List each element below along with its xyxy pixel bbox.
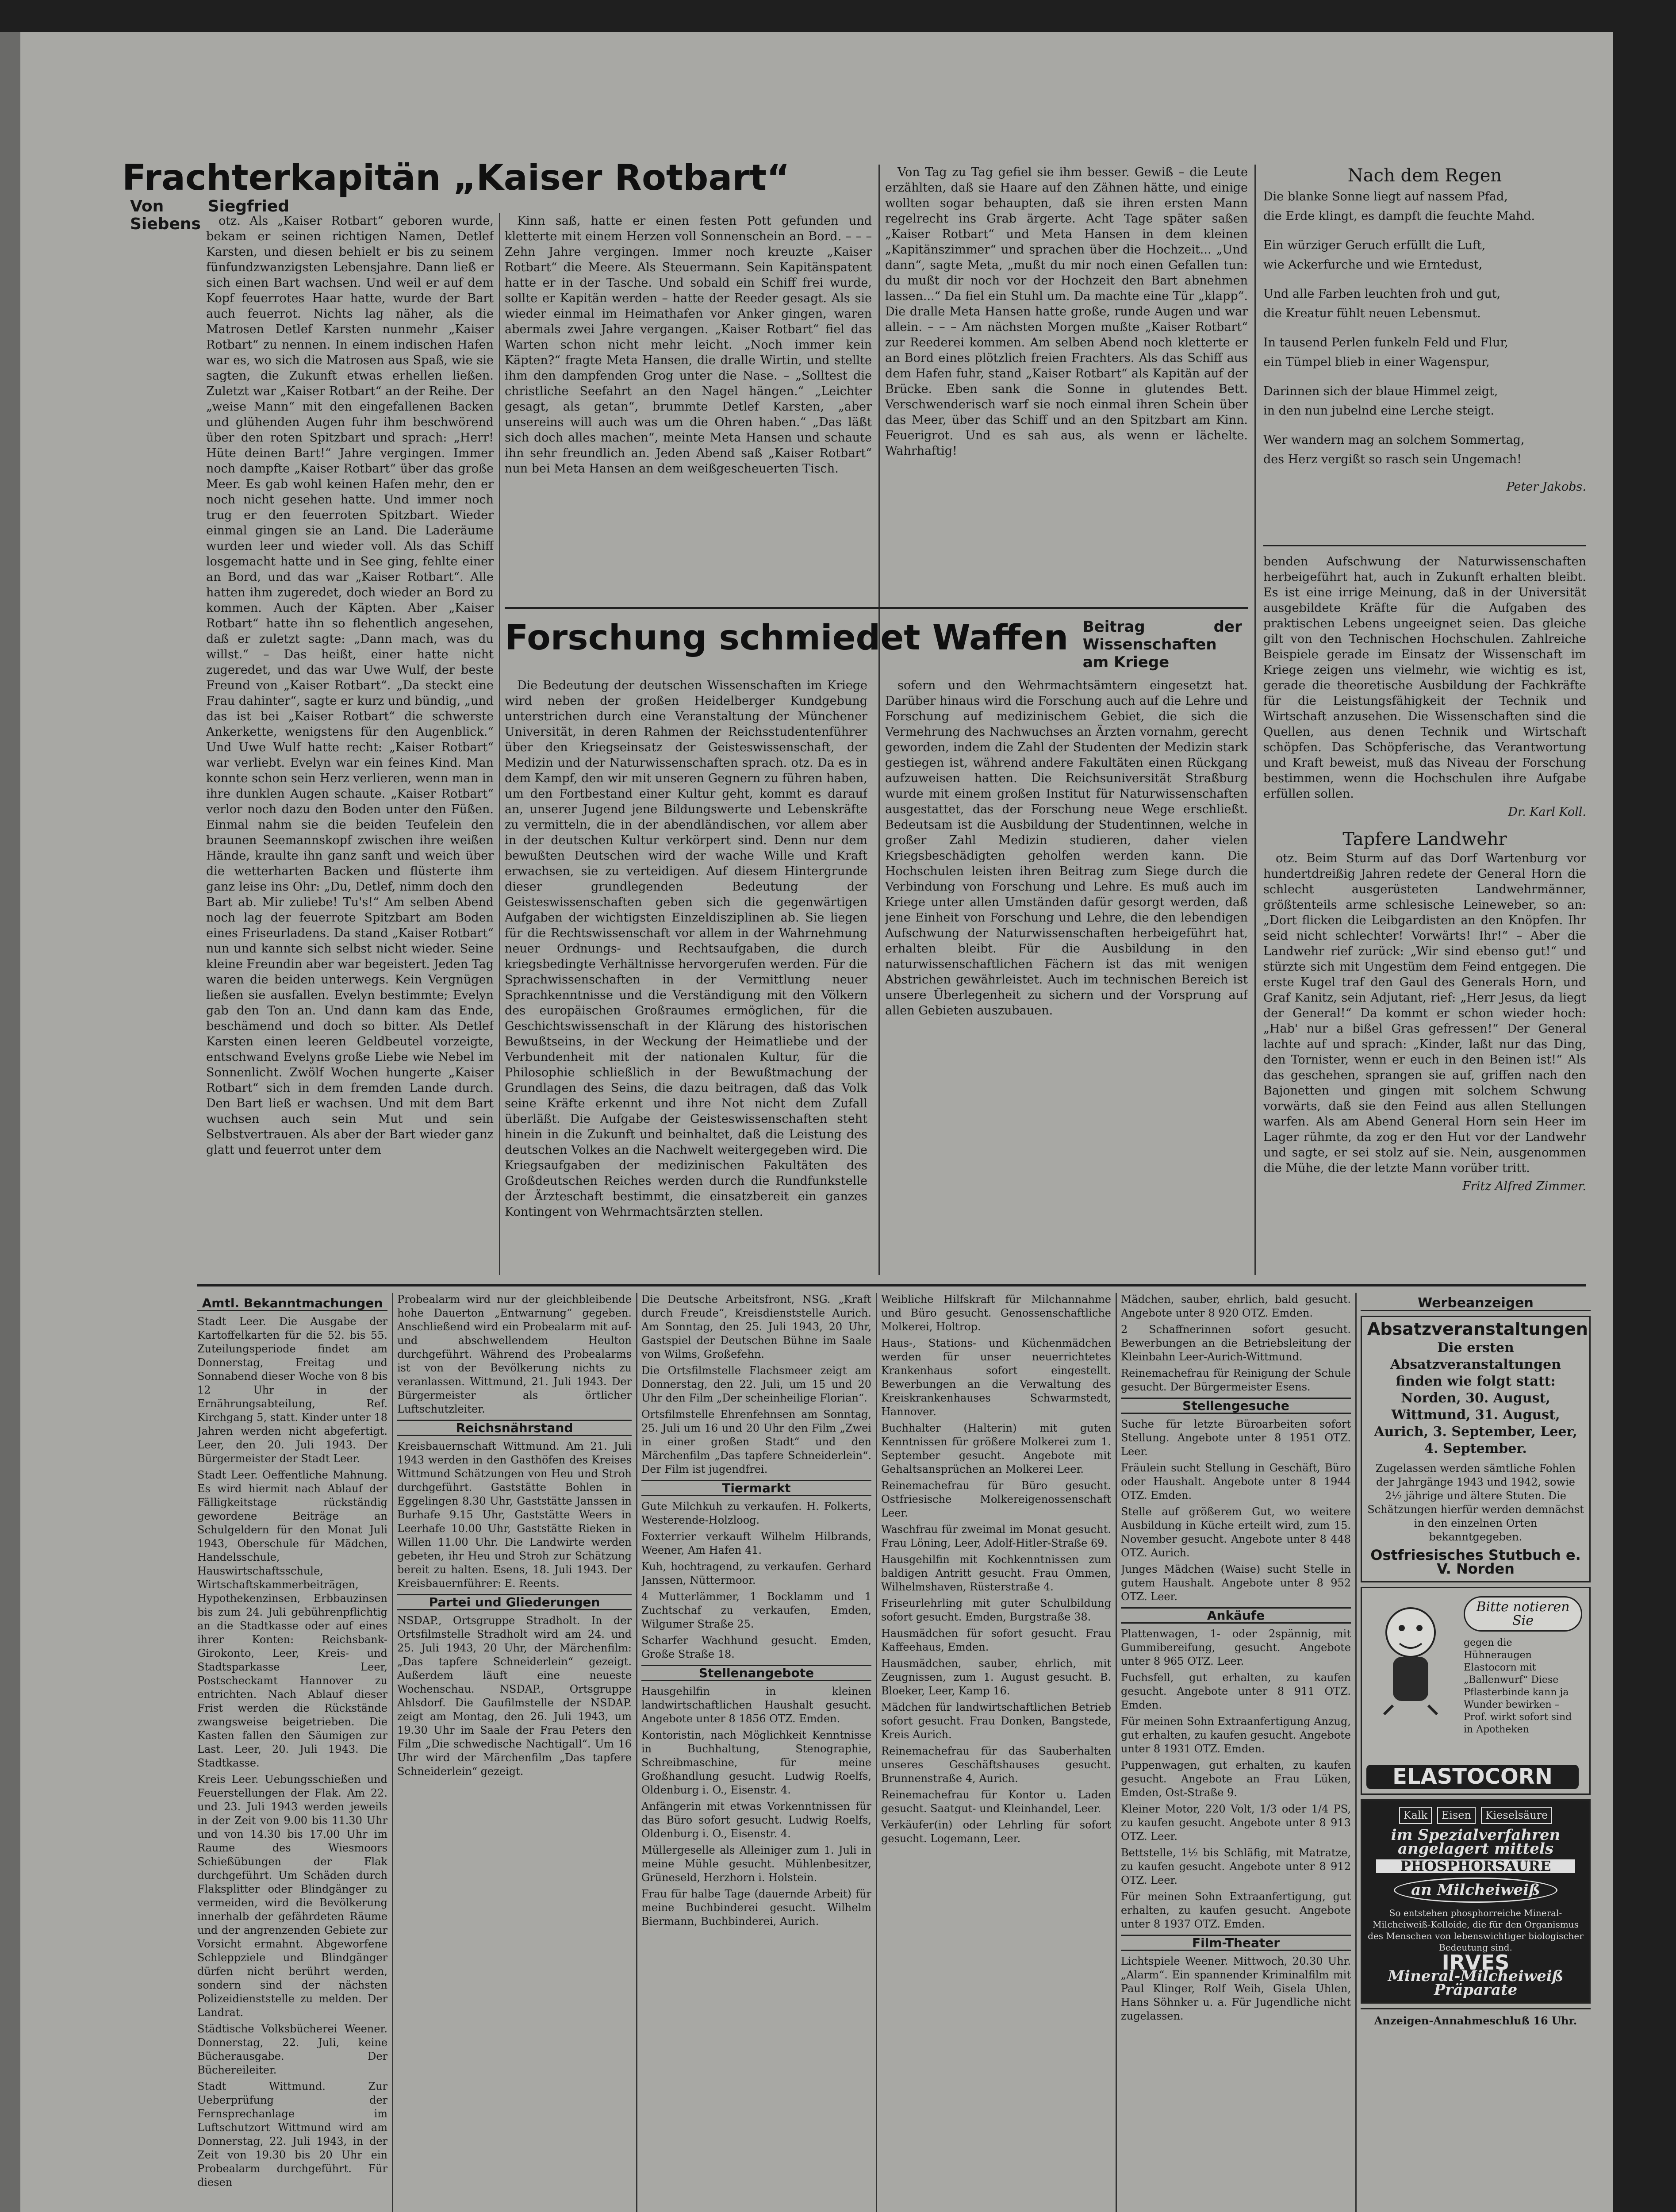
classified-ad: Plattenwagen, 1- oder 2spännig, mit Gummibereifung, gesucht. Angebote unter 8 965 OTZ. Leer. [1121, 1628, 1351, 1667]
classified-ad: Hausgehilfin mit Kochkenntnissen zum baldigen Antritt gesucht. Frau Ommen, Wilhelmshaven, Rüsterstraße 4. [881, 1553, 1111, 1593]
classified-ad: Kuh, hochtragend, zu verkaufen. Gerhard Janssen, Nüttermoor. [641, 1560, 871, 1586]
poem-line: Wer wandern mag an solchem Sommertag, [1263, 433, 1525, 447]
poem-line: Und alle Farben leuchten froh und gut, [1263, 287, 1501, 301]
classified-ad: Gute Milchkuh zu verkaufen. H. Folkerts, Westerende-Holzloog. [641, 1500, 871, 1526]
classified-ad: Verkäufer(in) oder Lehrling für sofort gesucht. Logemann, Leer. [881, 1819, 1111, 1845]
column-divider [636, 1293, 637, 2212]
column-divider [1116, 1293, 1117, 2212]
kalk-tags [1367, 1806, 1584, 1825]
absatz-note: Zugelassen werden sämtliche Fohlen der Jahrgänge 1943 und 1942, sowie 2½ jährige und ältere Stuten. Die Schätzungen hierfür werden demnächst in den einzelnen Orten bekanntgegeben. [1367, 1462, 1584, 1543]
classified-ad: Frau für halbe Tage (dauernde Arbeit) für meine Buchbinderei gesucht. Wilhelm Biermann, Buchbinderei, Aurich. [641, 1888, 871, 1928]
classified-ad: Reinemachefrau für Kontor u. Laden gesucht. Saatgut- und Kleinhandel, Leer. [881, 1789, 1111, 1815]
classified-ad: Waschfrau für zweimal im Monat gesucht. Frau Löning, Leer, Adolf-Hitler-Straße 69. [881, 1523, 1111, 1549]
classified-ad: Lichtspiele Weener. Mittwoch, 20.30 Uhr. „Alarm“. Ein spannender Kriminalfilm mit Paul Klinger, Rolf Weih, Gisela Uhlen, Hans Söhnker u. a. Für Jugendliche nicht zugelassen. [1121, 1955, 1351, 2022]
science-text-2: sofern und den Wehrmachtsämtern eingesetzt hat. Darüber hinaus wird die Forschung auch auf die Lehre und Forschung auf medizinischem Gebiet, die sich die Vermehrung des Nachwuchses an Ärzten vornahm, gerecht geworden, indem die Zahl der Studenten der Medizin stark gestiegen ist, während andere Fakultäten einen Rückgang aufzuweisen hatten. Die Reichsuniversität Straßburg wurde mit einem großen Institut für Naturwissenschaften ausgestattet, das der Forschung neue Wege erschließt. Bedeutsam ist die Ausbildung der Studentinnen, welche in großer Zahl Medizin studieren, daher vielen Kriegsbeschädigten geholfen werden kann. Die Hochschulen leisten ihren Beitrag zum Siege durch die Verbindung von Forschung und Lehre. Es muß auch im Kriege unter allen Umständen dafür gesorgt werden, daß jene Einheit von Forschung und Lehre, die den lebendigen Aufschwung der Naturwissenschaften herbeigeführt hat, erhalten bleibt. Für die Ausbildung in den naturwissenschaftlichen Fächern ist das mit wenigen Abstrichen gewährleistet. Auch im technischen Bereich ist unsere Überlegenheit zu sichern und der Vorsprung auf allen Gebieten auszubauen. [885, 679, 1248, 1018]
classified-ad: Hausmädchen für sofort gesucht. Frau Kaffeehaus, Emden. [881, 1627, 1111, 1653]
science-text-1: Die Bedeutung der deutschen Wissenschaften im Kriege wird neben der großen Heidelberger Kundgebung unterstrichen durch eine Veranstaltung der Münchener Universität, in deren Rahmen der Reichsstudentenführer über den Kriegseinsatz der Geisteswissenschaft, der Medizin und der Naturwissenschaften sprach. otz. Da es in dem Kampf, den wir mit unseren Gegnern zu führen haben, um den Fortbestand einer Kultur geht, kommt es darauf an, unserer Jugend jene Bildungswerte und Lebenskräfte zu vermitteln, die in der abendländischen, vor allem aber in der deutschen Kultur verkörpert sind. Denn nur dem bewußten Deutschen wird der wache Wille und Kraft erwachsen, sie zu verteidigen. Auf diesem Hintergrunde dieser grundlegenden Bedeutung der Geisteswissenschaften geben sich die gegenwärtigen Aufgaben der wichtigsten Einzeldisziplinen ab. Sie liegen für die Rechtswissenschaft vor allem in der Wahrnehmung neuer Ordnungs- und Rechtsaufgaben, die durch kriegsbedingte Verhältnisse hervorgerufen werden. Für die Sprachwissenschaften in der Vermittlung neuer Sprachkenntnisse und die Verständigung mit den Völkern des europäischen Großraumes ermöglichen, für die Geschichtswissenschaft in der Klärung des historischen Bewußtseins, in der Weckung der Heimatliebe und der Verbundenheit mit der nationalen Kultur, für die Philosophie schließlich in der Bewußtmachung der Grundlagen des Seins, die dazu beitragen, daß das Volk seine Kräfte erkennt und ihre Not nicht dem Zufall überläßt. Die Aufgabe der Geisteswissenschaften steht hinein in die Zukunft und beinhaltet, daß die Leistung des deutschen Volkes an die Nachwelt weitergegeben wird. Die Kriegsaufgaben der medizinischen Fakultäten des Großdeutschen Reiches werden durch die Rundfunkstelle der Ärzteschaft bestimmt, die einsatzbereit ein ganzes Kontingent von Wehrmachtsärzten stellen. [505, 679, 867, 1219]
notice: Stadt Leer. Die Ausgabe der Kartoffelkarten für die 52. bis 55. Zuteilungsperiode findet am Donnerstag, Freitag und Sonnabend dieser Woche von 8 bis 12 Uhr in der Ernährungsabteilung, Ref. Kirchgang 5, statt. Kinder unter 18 Jahren werden nicht abgefertigt. Leer, den 20. Juli 1943. Der Bürgermeister der Stadt Leer. [197, 1315, 387, 1465]
tag-kiesel: Kieselsäure [1481, 1807, 1553, 1824]
classified-ad: Scharfer Wachhund gesucht. Emden, Große Straße 18. [641, 1634, 871, 1660]
absatz-title: Absatzveranstaltungen [1367, 1319, 1588, 1339]
classified-ad: Ortsfilmstelle Ehrenfehnsen am Sonntag, 25. Juli um 16 und 20 Uhr den Film „Zwei in einer großen Stadt“ und den Märchenfilm „Das tapfere Schneiderlein“. Der Film ist jugendfrei. [641, 1408, 871, 1475]
science-subtitle: Beitrag der Wissenschaften am Kriege [1082, 618, 1242, 671]
elasto-brand: ELASTOCORN [1366, 1765, 1579, 1789]
classified-ad: Die Ortsfilmstelle Flachsmeer zeigt am Donnerstag, den 22. Juli, um 15 und 20 Uhr den Film „Der scheinheilige Florian“. [641, 1364, 871, 1404]
notice: Probealarm wird nur der gleichbleibende hohe Dauerton „Entwarnung“ gegeben. Anschließend wird ein Probealarm mit auf- und abschwellendem Heulton durchgeführt. Während des Probealarms ist von der Bevölkerung nichts zu veranlassen. Wittmund, 21. Juli 1943. Der Bürgermeister als örtlicher Luftschutzleiter. [397, 1293, 632, 1415]
ads-col-2 [397, 1293, 632, 2212]
story-col-3 [885, 165, 1248, 603]
poem-line: Die blanke Sonne liegt auf nassem Pfad, [1263, 190, 1508, 204]
classified-ad: Reinemachefrau für Reinigung der Schule gesucht. Der Bürgermeister Esens. [1121, 1367, 1351, 1393]
tag-kalk: Kalk [1399, 1807, 1432, 1824]
classified-ad: Friseurlehrling mit guter Schulbildung sofort gesucht. Emden, Burgstraße 38. [881, 1597, 1111, 1623]
section-rule [505, 607, 1248, 609]
bitte-bubble: Bitte notieren Sie [1464, 1596, 1582, 1632]
classified-ad: Junges Mädchen (Waise) sucht Stelle in gutem Haushalt. Angebote unter 8 952 OTZ. Leer. [1121, 1563, 1351, 1603]
film-header: Film-Theater [1121, 1935, 1351, 1951]
poem-lines [1263, 187, 1586, 469]
classified-ad: Mädchen, sauber, ehrlich, bald gesucht. Angebote unter 8 920 OTZ. Emden. [1121, 1293, 1351, 1319]
stellen-header: Stellenangebote [641, 1665, 871, 1681]
column-divider [1254, 165, 1256, 1275]
classified-ad: Fräulein sucht Stellung in Geschäft, Büro oder Haushalt. Angebote unter 8 1944 OTZ. Emden. [1121, 1462, 1351, 1502]
poem [1263, 165, 1586, 495]
science-col-1 [505, 678, 867, 1275]
poem-author: Peter Jakobs. [1506, 480, 1586, 494]
science-continued [1263, 554, 1586, 819]
classified-ad: Kontoristin, nach Möglichkeit Kenntnisse in Buchhaltung, Stenographie, Schreibmaschine, für meine Großhandlung gesucht. Ludwig Roelfs, Oldenburg i. O., Eisenstr. 4. [641, 1729, 871, 1796]
ankaeufe-header: Ankäufe [1121, 1607, 1351, 1624]
absatz-text: Die ersten Absatzveranstaltungen finden wie folgt statt: Norden, 30. August, Wittmund, 31. August, Aurich, 3. September, Leer, 4. September. [1374, 1340, 1577, 1456]
elastocorn-ad [1361, 1587, 1591, 1795]
kalk-line1: im Spezialverfahren [1391, 1826, 1561, 1844]
section-rule [1263, 545, 1586, 546]
poem-line: die Kreatur fühlt neuen Lebensmut. [1263, 307, 1481, 320]
classified-ad: 4 Mutterlämmer, 1 Bocklamm und 1 Zuchtschaf zu verkaufen, Emden, Wilgumer Straße 25. [641, 1590, 871, 1630]
kalk-line2: angelagert mittels [1398, 1840, 1553, 1858]
mascot-figure [1366, 1601, 1455, 1717]
bekannt-header: Amtl. Bekanntmachungen [197, 1296, 387, 1311]
ads-col-4 [881, 1293, 1111, 2212]
newspaper-page [20, 32, 1613, 2212]
classified-ad: Mädchen für landwirtschaftlichen Betrieb sofort gesucht. Frau Donken, Bangstede, Kreis Aurich. [881, 1701, 1111, 1741]
classified-ad: Reinemachefrau für das Sauberhalten unseres Geschäftshauses gesucht. Brunnenstraße 4, Aurich. [881, 1745, 1111, 1785]
poem-line: des Herz vergißt so rasch sein Ungemach! [1263, 453, 1522, 466]
classified-ad: Kleiner Motor, 220 Volt, 1/3 oder 1/4 PS, zu kaufen gesucht. Angebote unter 8 913 OTZ. Leer. [1121, 1803, 1351, 1843]
tiermarkt-header: Tiermarkt [641, 1480, 871, 1496]
classified-ad: Foxterrier verkauft Wilhelm Hilbrands, Weener, Am Hafen 41. [641, 1530, 871, 1556]
science-header [505, 618, 1248, 671]
irves-product: Mineral-Milcheiweiß Präparate [1388, 1967, 1564, 1999]
classified-ad: Puppenwagen, gut erhalten, zu kaufen gesucht. Angebote an Frau Lüken, Emden, Ost-Straße 9. [1121, 1759, 1351, 1799]
column-divider [392, 1293, 393, 2212]
kalk-line3: PHOSPHORSÄURE [1376, 1859, 1575, 1873]
science-col-2 [885, 678, 1248, 1275]
classified-ad: Anfängerin mit etwas Vorkenntnissen für das Büro sofort gesucht. Ludwig Roelfs, Oldenburg i. O., Eisenstr. 4. [641, 1800, 871, 1840]
column-divider [499, 213, 500, 1275]
story-col-2 [505, 213, 872, 598]
classified-ad: Die Deutsche Arbeitsfront, NSG. „Kraft durch Freude“, Kreisdienststelle Aurich. Am Sonntag, den 25. Juli 1943, 20 Uhr, Gastspiel der Deutschen Bühne im Saale von Wilms, Großefehn. [641, 1293, 871, 1360]
landwehr [1263, 828, 1586, 1275]
partei-header: Partei und Gliederungen [397, 1594, 632, 1610]
werbe-header: Werbeanzeigen [1361, 1296, 1591, 1311]
ads-col-1 [197, 1293, 387, 2212]
classified-ad: Bettstelle, 1½ bis Schläfig, mit Matratze, zu kaufen gesucht. Angebote unter 8 912 OTZ. Leer. [1121, 1847, 1351, 1886]
notice: Städtische Volksbücherei Weener. Donnerstag, 22. Juli, keine Bücherausgabe. Der Büchereileiter. [197, 2023, 387, 2076]
irves-brand: IRVES [1442, 1951, 1510, 1974]
elasto-text: gegen die Hühneraugen Elastocorn mit „Ballenwurf“ Diese Pflasterbinde kann ja Wunder bewirken – Prof. wirkt sofort sind in Apotheken [1464, 1637, 1572, 1735]
story-byline: Von Siegfried Siebens [130, 197, 289, 233]
poem-line: die Erde klingt, es dampft die feuchte Mahd. [1263, 209, 1535, 223]
notice: Stadt Wittmund. Zur Ueberprüfung der Fernsprechanlage im Luftschutzort Wittmund wird am Donnerstag, 22. Juli 1943, in der Zeit von 19.30 bis 20 Uhr ein Probealarm durchgeführt. Für diesen [197, 2080, 387, 2189]
ads-rule [197, 1284, 1586, 1286]
column-divider [1355, 1293, 1357, 2212]
classified-ad: Stelle auf größerem Gut, wo weitere Ausbildung in Küche erteilt wird, zum 15. November gesucht. Angebote unter 8 448 OTZ. Aurich. [1121, 1505, 1351, 1559]
irves-ad [1361, 1799, 1591, 2004]
kalk-line4: an Milcheiweiß [1394, 1878, 1557, 1903]
gesuche-header: Stellengesuche [1121, 1398, 1351, 1414]
story-col-1 [206, 213, 494, 1275]
story-text-2: Kinn saß, hatte er einen festen Pott gefunden und kletterte mit einem Herzen voll Sonnenschein an Bord. – – – Zehn Jahre vergingen. Immer noch kreuzte „Kaiser Rotbart“ die Meere. Als Steuermann. Sein Kapitänspatent hatte er in der Tasche. Und sobald ein Schiff frei wurde, sollte er Kapitän werden – hatte der Reeder gesagt. Als sie wieder einmal im Heimathafen vor Anker gingen, waren abermals zwei Jahre vergangen. „Kaiser Rotbart“ fiel das Warten schon nicht mehr leicht. „Noch immer kein Käpten?“ fragte Meta Hansen, die dralle Wirtin, und stellte ihm den dampfenden Grog unter die Nase. – „Solltest die christliche Seefahrt an den Nagel hängen.“ „Leichter gesagt, als getan“, brummte Detlef Karsten, „aber unsereins will auch was um die Ohren haben.“ „Das läßt sich doch alles machen“, meinte Meta Hansen und schaute ihn sehr freundlich an. Jeden Abend saß „Kaiser Rotbart“ nun bei Meta Hansen an dem weißgescheuerten Tisch. [505, 214, 872, 476]
classified-ad: Für meinen Sohn Extraanfertigung Anzug, gut erhalten, zu kaufen gesucht. Angebote unter 8 1931 OTZ. Emden. [1121, 1715, 1351, 1755]
ads-col-6 [1361, 1293, 1591, 2212]
story-title: Frachterkapitän „Kaiser Rotbart“ [122, 157, 790, 198]
classified-ad: Hausgehilfin in kleinen landwirtschaftlichen Haushalt gesucht. Angebote unter 8 1856 OTZ. Emden. [641, 1685, 871, 1725]
classified-ad: Für meinen Sohn Extraanfertigung, gut erhalten, zu kaufen gesucht. Angebote unter 8 1937 OTZ. Emden. [1121, 1890, 1351, 1930]
notice: Kreis Leer. Uebungsschießen und Feuerstellungen der Flak. Am 22. und 23. Juli 1943 werden jeweils in der Zeit von 9.00 bis 11.30 Uhr und von 14.30 bis 17.00 Uhr im Raume des Wiesmoors Schießübungen der Flak durchgeführt. Um Schäden durch Flaksplitter oder Blindgänger zu vermeiden, wird die Bevölkerung innerhalb der gefährdeten Räume und der angrenzenden Gebiete zur Vorsicht ermahnt. Abgeworfene Schleppziele und Blindgänger dürfen nicht berührt werden, sondern sind der nächsten Polizeidienststelle zu melden. Der Landrat. [197, 1773, 387, 2019]
landwehr-title: Tapfere Landwehr [1342, 829, 1507, 849]
poem-line: Ein würziger Geruch erfüllt die Luft, [1263, 238, 1486, 252]
landwehr-text: otz. Beim Sturm auf das Dorf Wartenburg vor hundertdreißig Jahren redete der General Horn die schlecht ausgerüsteten Landwehrmänner, größtenteils arme schlesische Leineweber, so an: „Dort flicken die Leibgardisten an den Knöpfen. Ihr seid nicht schlechter! Vorwärts! Ihr!“ – Aber die Landwehr rief zurück: „Wir sind ebenso gut!“ und stürzte sich mit Ungestüm dem Feind entgegen. Die erste Kugel traf den Gaul des Generals Horn, und Graf Kanitz, sein Adjutant, rief: „Herr Jesus, da liegt der General!“ Da kommt er schon wieder hoch: „Hab' nur a bißel Gras gefressen!“ Der General lachte auf und sprach: „Kinder, laßt nur das Ding, den Tornister, wenn er euch in den Beinen ist!“ Als das geschehen, sprangen sie auf, griffen nach den Bajonetten und gingen mit solchem Schwung vorwärts, daß sie den Feind aus allen Stellungen warfen. Als am Abend General Horn sein Heer im Lager rühmte, da zog er den Hut vor der Landwehr und sagte, er sei stolz auf sie. Nein, ausgenommen die Mühe, die der letzte Mann vorüber tritt. [1263, 852, 1586, 1175]
reich-header: Reichsnährstand [397, 1420, 632, 1436]
science-author: Dr. Karl Koll. [1508, 805, 1586, 819]
classified-ad: Suche für letzte Büroarbeiten sofort Stellung. Angebote unter 8 1951 OTZ. Leer. [1121, 1418, 1351, 1458]
ads-col-3 [641, 1293, 871, 2212]
classified-ad: Weibliche Hilfskraft für Milchannahme und Büro gesucht. Genossenschaftliche Molkerei, Holtrop. [881, 1293, 1111, 1333]
notice: NSDAP., Ortsgruppe Stradholt. In der Ortsfilmstelle Stradholt wird am 24. und 25. Juli 1943, 20 Uhr, der Märchenfilm: „Das tapfere Schneiderlein“ gezeigt. Außerdem läuft eine neueste Wochenschau. NSDAP., Ortsgruppe Ahlsdorf. Die Gaufilmstelle der NSDAP. zeigt am Montag, den 26. Juli 1943, um 19.30 Uhr im Saale der Frau Peters den Film „Die schwedische Nachtigall“. Um 16 Uhr wird der Märchenfilm „Das tapfere Schneiderlein“ gezeigt. [397, 1614, 632, 1778]
kalk-small: So entstehen phosphorreiche Mineral-Milcheiweiß-Kolloide, die für den Organismus des Menschen von lebenswichtiger biologischer Bedeutung sind. [1368, 1908, 1584, 1953]
column-divider [876, 1293, 877, 2212]
classified-ad: Buchhalter (Halterin) mit guten Kenntnissen für größere Molkerei zum 1. September gesucht. Angebote mit Gehaltsansprüchen an Molkerei Leer. [881, 1422, 1111, 1475]
classified-ad: 2 Schaffnerinnen sofort gesucht. Bewerbungen an die Betriebsleitung der Kleinbahn Leer-Aurich-Wittmund. [1121, 1323, 1351, 1363]
notice: Kreisbauernschaft Wittmund. Am 21. Juli 1943 werden in den Gasthöfen des Kreises Wittmund Schätzungen von Heu und Stroh durchgeführt. Gaststätte Bohlen in Eggelingen 8.30 Uhr, Gaststätte Janssen in Burhafe 9.15 Uhr, Gaststätte Weers in Leerhafe 10.00 Uhr, Gaststätte Rieken in Willen 11.00 Uhr. Die Landwirte werden gebeten, ihr Heu und Stroh zur Schätzung bereit zu halten. Esens, 18. Juli 1943. Der Kreisbauernführer: E. Reents. [397, 1440, 632, 1590]
absatz-org: Ostfriesisches Stutbuch e. V. Norden [1370, 1547, 1581, 1577]
classified-ad: Haus-, Stations- und Küchenmädchen werden für unser neuerrichtetes Krankenhaus sofort eingestellt. Bewerbungen an die Verwaltung des Kreiskrankenhauses Schwarmstedt, Hannover. [881, 1337, 1111, 1418]
page-edge [0, 32, 20, 2212]
poem-line: wie Ackerfurche und wie Erntedust, [1263, 258, 1483, 272]
ads-col-5 [1121, 1293, 1351, 2212]
story-text-1: otz. Als „Kaiser Rotbart“ geboren wurde, bekam er seinen richtigen Namen, Detlef Karsten, und diesen behielt er bis zu seinem fünfundzwanzigsten Lebensjahre. Dann ließ er sich einen Bart wachsen. Und weil er auf dem Kopf feuerrotes Haar hatte, wurde der Bart auch feuerrot. Nichts lag näher, als die Matrosen Detlef Karsten nunmehr „Kaiser Rotbart“ zu nennen. In einem indischen Hafen war es, wo sich die Matrosen aus Spaß, wie sie sagten, die Zukunft etwas erhellen ließen. Zuletzt war „Kaiser Rotbart“ an der Reihe. Der „weise Mann“ mit den eingefallenen Backen und glühenden Augen fuhr ihm beschwörend über den roten Spitzbart und sprach: „Herr! Hüte deinen Bart!“ Jahre vergingen. Immer noch dampfte „Kaiser Rotbart“ über das große Meer. Es gab wohl keinen Hafen mehr, den er noch nicht gesehen hatte. Und immer noch trug er den feuerroten Spitzbart. Wieder einmal gingen sie an Land. Die Laderäume wurden leer und wieder voll. Als das Schiff losgemacht hatte und in See ging, fehlte einer an Bord, und das war „Kaiser Rotbart“. Alle hatten ihm zugeredet, doch wieder an Bord zu kommen. Auch der Käpten. Aber „Kaiser Rotbart“ hatte ihn so flehentlich angesehen, daß er zuletzt sagte: „Dann mach, was du willst.“ – Das heißt, einer hatte nicht zugeredet, und das war Uwe Wulf, der beste Freund von „Kaiser Rotbart“. „Da steckt eine Frau dahinter“, sagte er kurz und bündig, „und das ist bei „Kaiser Rotbart“ die schwerste Ankerkette, wenigstens für den Augenblick.“ Und Uwe Wulf hatte recht: „Kaiser Rotbart“ war verliebt. Evelyn war ein feines Kind. Man konnte schon sein Herz verlieren, wenn man in ihre dunklen Augen schaute. „Kaiser Rotbart“ verlor noch dazu den Boden unter den Füßen. Einmal nahm sie die beiden Teufelein den braunen Seemannskopf zwischen ihre weißen Hände, kraulte ihn ganz sanft und weich über die wetterharten Backen und flüsterte ihm ganz leise ins Ohr: „Du, Detlef, nimm doch den Bart ab. Mir zuliebe! Tu's!“ Am selben Abend noch lag der feuerrote Spitzbart am Boden eines Friseurladens. Da stand „Kaiser Rotbart“ nun und kannte sich selbst nicht wieder. Seine kleine Freundin aber war begeistert. Jeden Tag waren die beiden unterwegs. Kein Vergnügen ließen sie ausfallen. Evelyn bestimmte; Evelyn gab den Ton an. Und dann kam das Ende, beschämend und doch so bitter. Als Detlef Karsten einen leeren Geldbeutel vorzeigte, entschwand Evelyns große Liebe wie Nebel im Sonnenlicht. Zwölf Wochen hungerte „Kaiser Rotbart“ sich in dem fremden Lande durch. Den Bart ließ er wachsen. Und mit dem Bart wuchsen auch sein Mut und sein Selbstvertrauen. Als aber der Bart wieder ganz glatt und feuerrot unter dem [206, 214, 494, 1157]
absatz-ad [1361, 1316, 1591, 1582]
poem-line: ein Tümpel blieb in einer Wagenspur, [1263, 355, 1490, 369]
tag-eisen: Eisen [1437, 1807, 1476, 1824]
story-text-3: Von Tag zu Tag gefiel sie ihm besser. Gewiß – die Leute erzählten, daß sie Haare auf den Zähnen hätte, und einige wollten sogar behaupten, daß sie ihren ersten Mann regelrecht ins Grab ärgerte. Acht Tage später saßen „Kaiser Rotbart“ und Meta Hansen in dem kleinen „Kapitänszimmer“ und sprachen über die Hochzeit... „Und dann“, sagte Meta, „mußt du mir noch einen Gefallen tun: du mußt dir noch vor der Hochzeit den Bart abnehmen lassen...“ Da fiel ein Stuhl um. Da machte eine Tür „klapp“. Die dralle Meta Hansen hatte große, runde Augen und war allein. – – – Am nächsten Morgen mußte „Kaiser Rotbart“ zur Reederei kommen. Am selben Abend noch kletterte er an Bord eines plötzlich freien Frachters. Als das Schiff aus dem Hafen fuhr, stand „Kaiser Rotbart“ als Kapitän auf der Brücke. Eben sank die Sonne in glutendes Bett. Verschwenderisch warf sie noch einmal ihren Schein über das Meer, über das Schiff und an den Spitzbart am Kinn. Feuerigrot. Und es sah aus, als wenn er lächelte. Wahrhaftig! [885, 165, 1248, 458]
poem-line: in den nun jubelnd eine Lerche steigt. [1263, 404, 1494, 418]
classified-ad: Hausmädchen, sauber, ehrlich, mit Zeugnissen, zum 1. August gesucht. B. Bloeker, Leer, Kamp 16. [881, 1657, 1111, 1697]
poem-line: Darinnen sich der blaue Himmel zeigt, [1263, 384, 1498, 398]
anzeigen-schluss: Anzeigen-Annahmeschluß 16 Uhr. [1361, 2008, 1591, 2028]
classified-ad: Fuchsfell, gut erhalten, zu kaufen gesucht. Angebote unter 8 911 OTZ. Emden. [1121, 1671, 1351, 1711]
poem-line: In tausend Perlen funkeln Feld und Flur, [1263, 336, 1508, 349]
column-divider [878, 165, 880, 1275]
classified-ad: Reinemachefrau für Büro gesucht. Ostfriesische Molkereigenossenschaft Leer. [881, 1479, 1111, 1519]
poem-title: Nach dem Regen [1347, 165, 1502, 186]
classified-ad: Müllergeselle als Alleiniger zum 1. Juli in meine Mühle gesucht. Mühlenbesitzer, Grüneseld, Herzhorn i. Holstein. [641, 1844, 871, 1884]
science-title: Forschung schmiedet Waffen [505, 618, 1069, 658]
science-continued-text: benden Aufschwung der Naturwissenschaften herbeigeführt hat, auch in Zukunft erhalten bleibt. Es ist eine irrige Meinung, daß in der Universität ausgebildete Kräfte für die Aufgaben des praktischen Lebens ungeeignet seien. Das gleiche gilt von den Technischen Hochschulen. Zahlreiche Beispiele gerade im Einsatz der Wissenschaft im Kriege zeigen uns vielmehr, wie wichtig es ist, gerade die theoretische Ausbildung der Fachkräfte für die Leistungsfähigkeit der Technik und Wirtschaft anzusehen. Die Wissenschaften sind die Quellen, aus denen Technik und Wirtschaft schöpfen. Das Schöpferische, das Verantwortung und Kraft beweist, muß das Niveau der Forschung bestimmen, wenn die Hochschulen ihre Aufgabe erfüllen sollen. [1263, 555, 1586, 801]
landwehr-author: Fritz Alfred Zimmer. [1462, 1179, 1586, 1193]
notice: Stadt Leer. Oeffentliche Mahnung. Es wird hiermit nach Ablauf der Fälligkeitstage rückständig gewordene Beiträge an Schulgeldern für den Monat Juli 1943, Oberschule für Mädchen, Handelsschule, Hauswirtschaftsschule, Wirtschaftskammerbeiträgen, Hypothekenzinsen, Erbbauzinsen bis zum 24. Juli gebührenpflichtig an die Stadtkasse oder auf eines ihrer Konten: Reichsbank-Girokonto, Leer, Kreis- und Stadtsparkasse Leer, Postscheckamt Hannover zu entrichten. Nach Ablauf dieser Frist werden die Rückstände zwangsweise beigetrieben. Die Kasten fallen den Säumigen zur Last. Leer, 20. Juli 1943. Die Stadtkasse. [197, 1469, 387, 1769]
